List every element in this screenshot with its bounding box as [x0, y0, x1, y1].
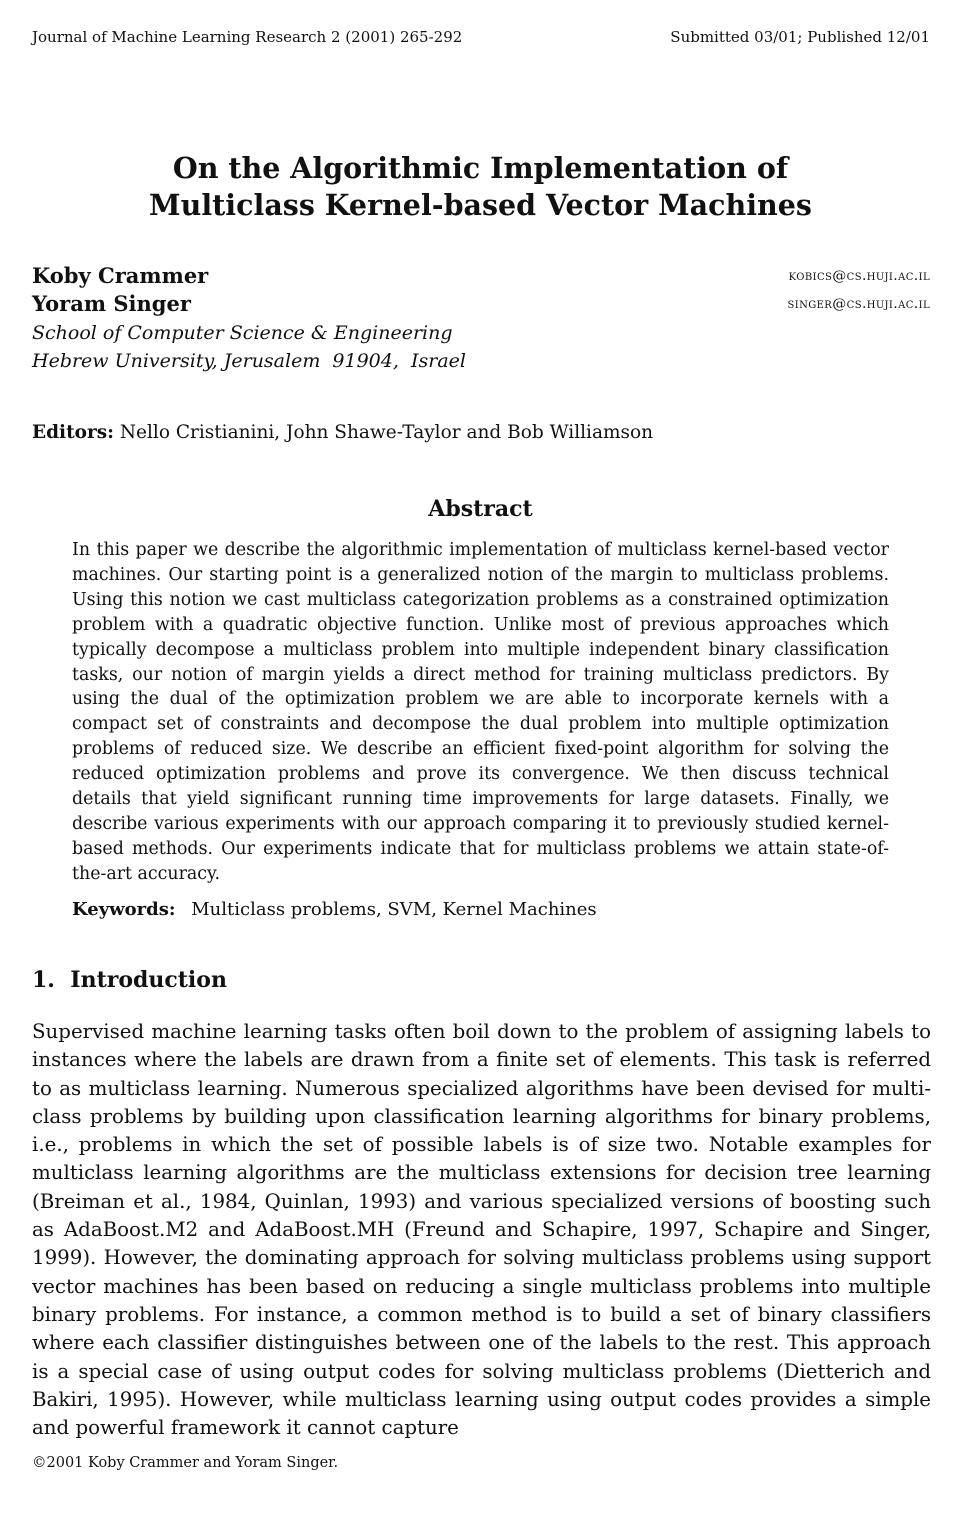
author-email-1: kobics@cs.huji.ac.il	[788, 268, 930, 284]
copyright-notice: ©2001 Koby Crammer and Yoram Singer.	[32, 1455, 339, 1471]
affiliation-line-1: School of Computer Science & Engineering	[32, 322, 453, 344]
paper-title-line-1: On the Algorithmic Implementation of	[172, 151, 789, 185]
author-email-2: singer@cs.huji.ac.il	[787, 296, 930, 312]
editors-line	[32, 420, 653, 446]
abstract-heading: Abstract	[428, 496, 533, 522]
introduction-text: Supervised machine learning tasks often boil down to the problem of assigning labels to instances where the labels are drawn from a finite set of elements. This task is referred to as multiclass learning. Numerous specialized algorithms have been devised for multiclass problems by building upon classification learning algorithms for binary problems, i.e., problems in which the set of possible labels is of size two. Notable examples for multiclass learning algorithms are the multiclass extensions for decision tree learning (Breiman et al., 1984, Quinlan, 1993) and various specialized versions of boosting such as AdaBoost.M2 and AdaBoost.MH (Freund and Schapire, 1997, Schapire and Singer, 1999). However, the dominating approach for solving multiclass problems using support vector machines has been based on reducing a single multiclass problems into multiple binary problems. For instance, a common method is to build a set of binary classifiers where each classifier distinguishes between one of the labels to the rest. This approach is a special case of using output codes for solving multiclass problems (Dietterich and Bakiri, 1995). However, while multiclass learning using output codes provides a simple and powerful framework it cannot capture	[32, 1020, 931, 1440]
abstract-text: In this paper we describe the algorithmic implementation of multiclass kernel-based vector machines. Our starting point is a generalized notion of the margin to multiclass problems. Using this notion we cast multiclass categorization problems as a constrained optimization problem with a quadratic objective function. Unlike most of previous approaches which typically decompose a multiclass problem into multiple independent binary classification tasks, our notion of margin yields a direct method for training multiclass predictors. By using the dual of the optimization problem we are able to incorporate kernels with a compact set of constraints and decompose the dual problem into multiple optimization problems of reduced size. We describe an efficient fixed-point algorithm for solving the reduced optimization problems and prove its convergence. We then discuss technical details that yield significant running time improvements for large datasets. Finally, we describe various experiments with our approach comparing it to previously studied kernel-based methods. Our experiments indicate that for multiclass problems we attain state-of-the-art accuracy.	[72, 540, 889, 884]
author-name-2: Yoram Singer	[32, 291, 191, 316]
paper-title-line-2: Multiclass Kernel-based Vector Machines	[149, 188, 812, 222]
submission-dates: Submitted 03/01; Published 12/01	[670, 28, 930, 46]
author-name-1: Koby Crammer	[32, 263, 209, 288]
keywords-label: Keywords:	[72, 899, 176, 920]
section-heading-introduction: 1. Introduction	[32, 967, 227, 993]
journal-citation: Journal of Machine Learning Research 2 (2001) 265-292	[32, 28, 463, 46]
paper-title	[0, 150, 961, 224]
editors-names: Nello Cristianini, John Shawe-Taylor and Bob Williamson	[119, 422, 654, 443]
keywords-text: Multiclass problems, SVM, Kernel Machines	[191, 899, 597, 920]
editors-label: Editors:	[32, 422, 114, 443]
affiliation-line-2: Hebrew University, Jerusalem 91904, Israel	[32, 350, 466, 372]
keywords-line	[72, 897, 597, 922]
